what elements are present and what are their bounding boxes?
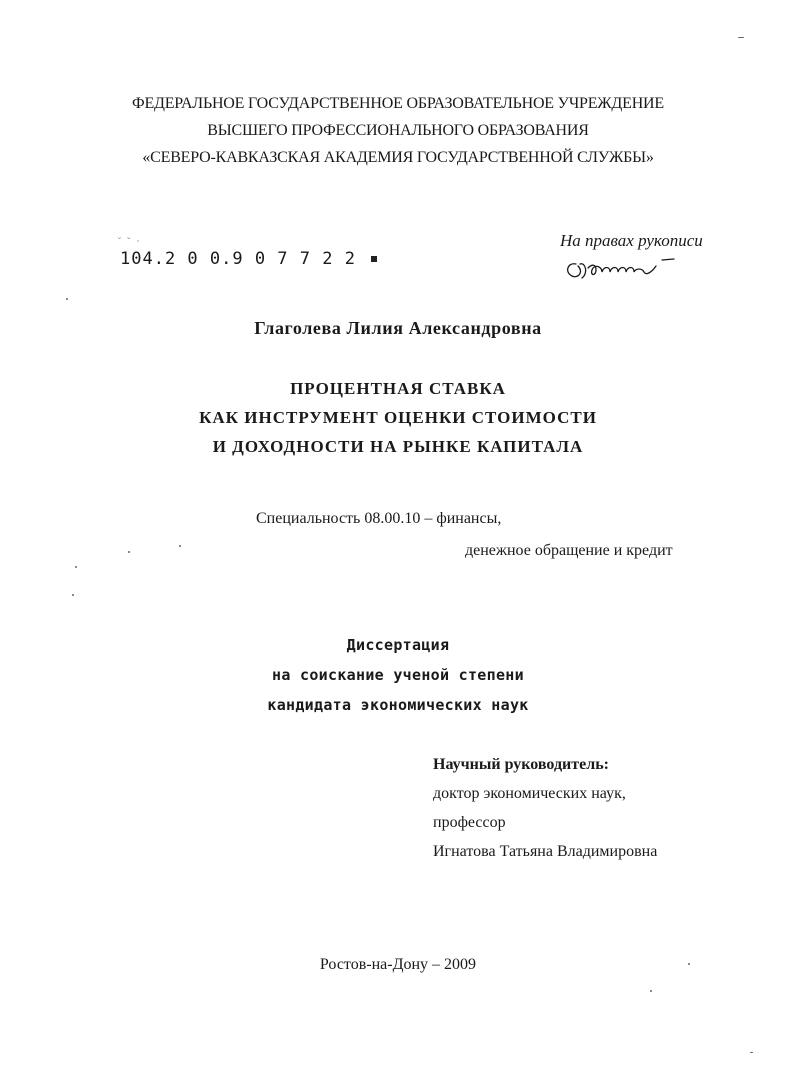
specialty-line-1: Специальность 08.00.10 – финансы, bbox=[256, 510, 502, 527]
scan-speck bbox=[179, 545, 181, 547]
degree-line-2: на соискание ученой степени bbox=[272, 666, 524, 684]
degree-line-1: Диссертация bbox=[346, 636, 450, 654]
scan-speck bbox=[650, 990, 652, 992]
supervisor-name: Игнатова Татьяна Владимировна bbox=[433, 843, 658, 860]
dissertation-title bbox=[0, 374, 796, 461]
stamp-dot bbox=[371, 256, 377, 262]
author-name: Глаголева Лилия Александровна bbox=[254, 318, 542, 338]
scan-speck bbox=[738, 37, 744, 38]
signature-image bbox=[562, 254, 682, 284]
signature bbox=[562, 254, 682, 284]
scan-speck bbox=[66, 298, 68, 300]
institution-line-3: «СЕВЕРО-КАВКАЗСКАЯ АКАДЕМИЯ ГОСУДАРСТВЕННОЙ СЛУЖБЫ» bbox=[142, 149, 654, 166]
supervisor-degree: доктор экономических наук, bbox=[433, 785, 626, 802]
scan-speck bbox=[75, 566, 77, 568]
specialty-line-2: денежное обращение и кредит bbox=[465, 542, 673, 559]
institution-line-2: ВЫСШЕГО ПРОФЕССИОНАЛЬНОГО ОБРАЗОВАНИЯ bbox=[207, 122, 589, 139]
degree-line-3: кандидата экономических наук bbox=[267, 696, 529, 714]
title-line-2: КАК ИНСТРУМЕНТ ОЦЕНКИ СТОИМОСТИ bbox=[199, 408, 597, 427]
scan-speck bbox=[688, 963, 690, 965]
title-line-1: ПРОЦЕНТНАЯ СТАВКА bbox=[290, 379, 506, 398]
rights-note: На правах рукописи bbox=[560, 231, 703, 250]
scan-speck bbox=[750, 1052, 753, 1053]
stamp-marks: ˘ ˘ · bbox=[118, 236, 142, 246]
scan-speck bbox=[72, 594, 74, 596]
degree-block bbox=[0, 630, 796, 720]
supervisor-rank: профессор bbox=[433, 814, 506, 831]
registration-number: 104.2 0 0.9 0 7 7 2 2 bbox=[120, 249, 377, 269]
institution-header bbox=[0, 90, 796, 171]
scan-speck bbox=[128, 551, 130, 553]
title-line-3: И ДОХОДНОСТИ НА РЫНКЕ КАПИТАЛА bbox=[212, 437, 584, 456]
institution-line-1: ФЕДЕРАЛЬНОЕ ГОСУДАРСТВЕННОЕ ОБРАЗОВАТЕЛЬНОЕ УЧРЕЖДЕНИЕ bbox=[132, 95, 664, 112]
supervisor-block bbox=[433, 750, 657, 866]
supervisor-label: Научный руководитель: bbox=[433, 756, 609, 773]
city-year: Ростов-на-Дону – 2009 bbox=[319, 956, 477, 973]
